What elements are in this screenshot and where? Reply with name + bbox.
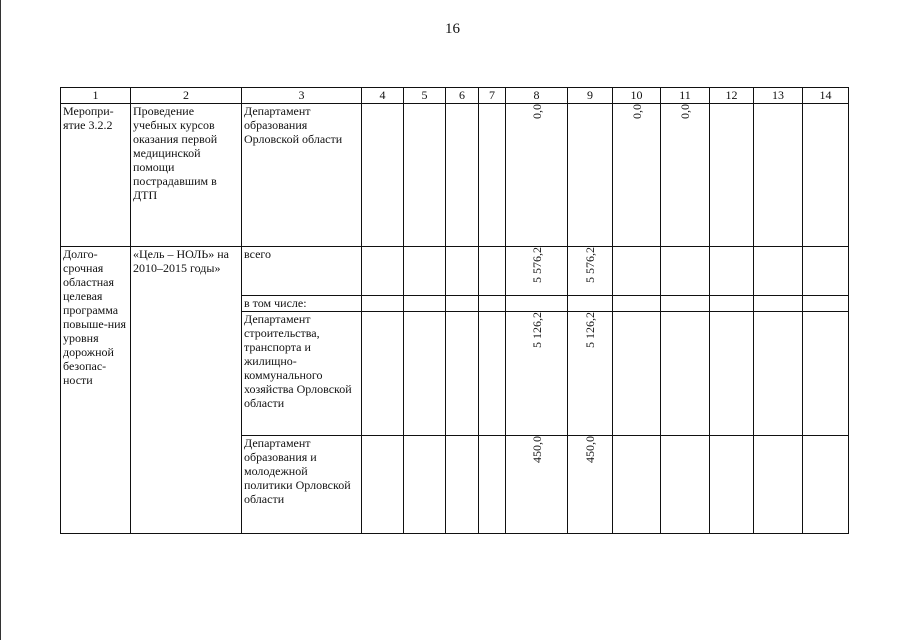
value-cell [613,104,661,247]
column-number-row [61,88,849,104]
column-number: 4 [362,88,404,104]
column-number: 13 [754,88,803,104]
empty-cell [710,104,754,247]
value-text: 5 576,2 [583,247,597,283]
empty-cell [613,247,661,296]
empty-cell [362,436,404,534]
value-text: 0,0 [678,104,692,119]
table-row [61,247,849,296]
column-number: 14 [803,88,849,104]
column-number: 5 [404,88,446,104]
executor-cell: Департамент образования Орловской области [242,104,362,247]
value-text: 0,0 [629,104,644,119]
executor-cell: Департамент образования и молодежной политики Орловской области [242,436,362,534]
empty-cell [479,104,506,247]
empty-cell [754,104,803,247]
empty-cell [479,247,506,296]
value-cell [568,247,613,296]
column-number: 9 [568,88,613,104]
empty-cell [803,104,849,247]
empty-cell [754,436,803,534]
page-left-edge [0,0,1,640]
page-number: 16 [445,21,460,37]
empty-cell [362,312,404,436]
event-code-cell: Меропри-ятие 3.2.2 [61,104,131,247]
empty-cell [404,296,446,312]
column-number: 2 [131,88,242,104]
empty-cell [754,247,803,296]
empty-cell [661,296,710,312]
empty-cell [803,247,849,296]
empty-cell [710,312,754,436]
empty-cell [661,247,710,296]
empty-cell [710,247,754,296]
including-label-cell: в том числе: [242,296,362,312]
empty-cell [568,104,613,247]
value-text: 450,0 [529,436,544,463]
empty-cell [754,312,803,436]
empty-cell [404,436,446,534]
empty-cell [446,436,479,534]
value-text: 5 126,2 [529,312,544,348]
value-text: 5 576,2 [529,247,544,283]
empty-cell [506,296,568,312]
empty-cell [446,312,479,436]
empty-cell [613,312,661,436]
value-cell [661,104,710,247]
executor-cell: Департамент строительства, транспорта и жилищно-коммунального хозяйства Орловской области [242,312,362,436]
empty-cell [446,296,479,312]
value-text: 0,0 [529,104,544,119]
empty-cell [754,296,803,312]
column-number: 11 [661,88,710,104]
empty-cell [479,312,506,436]
table-row [61,104,849,247]
value-cell [506,104,568,247]
column-number: 6 [446,88,479,104]
column-number: 8 [506,88,568,104]
empty-cell [710,436,754,534]
program-name-cell: Долго-срочная областная целевая программа повыше-ния уровня дорожной безопас-ности [61,247,131,534]
empty-cell [404,247,446,296]
empty-cell [803,436,849,534]
column-number: 10 [613,88,661,104]
empty-cell [568,296,613,312]
empty-cell [661,436,710,534]
column-number: 3 [242,88,362,104]
column-number: 1 [61,88,131,104]
empty-cell [479,296,506,312]
column-number: 7 [479,88,506,104]
empty-cell [362,104,404,247]
program-title-cell: «Цель – НОЛЬ» на 2010–2015 годы» [131,247,242,534]
event-name-cell: Проведение учебных курсов оказания первой медицинской помощи пострадавшим в ДТП [131,104,242,247]
total-label-cell: всего [242,247,362,296]
value-text: 450,0 [583,436,597,463]
value-cell [506,247,568,296]
column-number: 12 [710,88,754,104]
value-cell [506,436,568,534]
value-cell [568,436,613,534]
empty-cell [362,247,404,296]
empty-cell [362,296,404,312]
empty-cell [446,104,479,247]
empty-cell [803,296,849,312]
empty-cell [803,312,849,436]
empty-cell [613,436,661,534]
empty-cell [479,436,506,534]
empty-cell [661,312,710,436]
empty-cell [710,296,754,312]
budget-table [60,87,849,534]
value-cell [506,312,568,436]
empty-cell [404,312,446,436]
value-text: 5 126,2 [583,312,597,348]
empty-cell [404,104,446,247]
value-cell [568,312,613,436]
empty-cell [446,247,479,296]
empty-cell [613,296,661,312]
